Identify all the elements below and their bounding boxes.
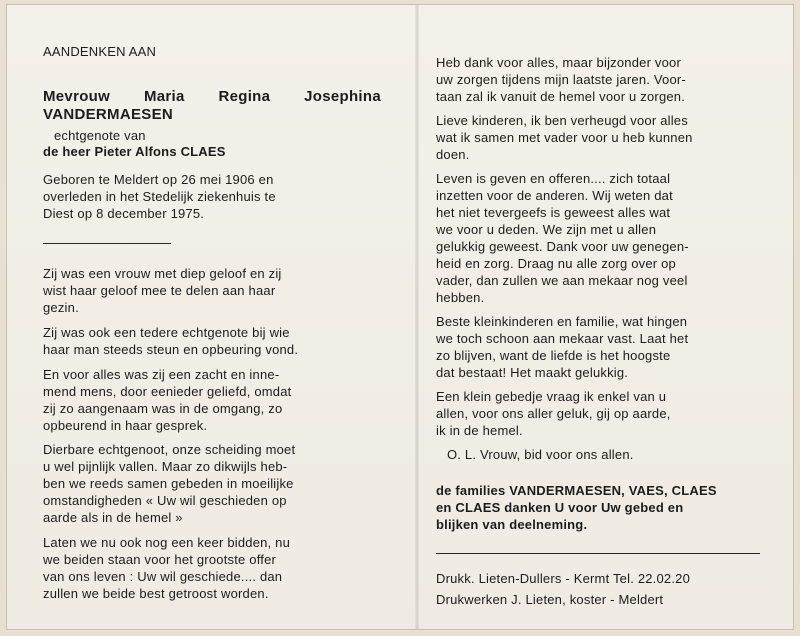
name-line1: Mevrouw Maria Regina Josephina [43,88,381,105]
center-fold [415,5,419,629]
memorial-card [6,4,794,630]
text-line: opbeurend in haar gesprek. [43,418,208,433]
text-line: uw zorgen tijdens mijn laatste jaren. Voor- [436,72,686,87]
text-line: het niet tevergeefs is geweest alles wat [436,205,671,220]
text-line: gelukkig geweest. Dank voor uw genegen- [436,239,689,254]
text-line: Beste kleinkinderen en familie, wat hingen [436,314,688,329]
spouse-intro: echtgenote van [54,128,146,143]
text-line: Dierbare echtgenoot, onze scheiding moet [43,442,296,457]
printer-divider [436,553,760,554]
text-line: van ons leven : Uw wil geschiede.... dan [43,569,283,584]
text-line: wat ik samen met vader voor u heb kunnen [436,130,693,145]
text-line: heid en zorg. Draag nu alle zorg over op [436,256,676,271]
text-line: Laten we nu ook nog een keer bidden, nu [43,535,291,550]
text-line: gezin. [43,300,79,315]
birth-line: overleden in het Stedelijk ziekenhuis te [43,189,276,204]
spouse-name: de heer Pieter Alfons CLAES [43,144,226,159]
text-line: dat bestaat! Het maakt gelukkig. [436,365,629,380]
text-line: we beiden staan voor het grootste offer [43,552,277,567]
birth-line: Geboren te Meldert op 26 mei 1906 en [43,172,274,187]
birth-line: Diest op 8 december 1975. [43,206,205,221]
text-line: doen. [436,147,470,162]
text-line: vader, dan zullen we aan mekaar nog veel [436,273,688,288]
text-line: zo blijven, want de liefde is het hoogste [436,348,671,363]
text-line: ben we reeds samen gebeden in moeilijke [43,476,294,491]
text-line: ik in de hemel. [436,423,523,438]
families-line: de families VANDERMAESEN, VAES, CLAES [436,483,717,498]
text-line: Zij was een vrouw met diep geloof en zij [43,266,282,281]
heading: AANDENKEN AAN [43,44,157,59]
text-line: allen, voor ons aller geluk, gij op aarde, [436,406,671,421]
text-line: Lieve kinderen, ik ben verheugd voor alles [436,113,688,128]
text-line: wist haar geloof mee te delen aan haar [43,283,276,298]
text-line: haar man steeds steun en opbeuring vond. [43,342,299,357]
text-line: Leven is geven en offeren.... zich totaal [436,171,671,186]
printer-line: Drukwerken J. Lieten, koster - Meldert [436,592,664,607]
text-line: taan zal ik vanuit de hemel voor u zorgen. [436,89,686,104]
text-line: zullen we beide best getroost worden. [43,586,269,601]
printer-line: Drukk. Lieten-Dullers - Kermt Tel. 22.02.20 [436,571,691,586]
families-line: en CLAES danken U voor Uw gebed en [436,500,684,515]
text-line: we voor u deden. We zijn met u allen [436,222,657,237]
text-line: we toch schoon aan mekaar vast. Laat het [436,331,689,346]
text-line: omstandigheden « Uw wil geschieden op [43,493,287,508]
divider [43,243,171,244]
text-line: mend mens, door eenieder geliefd, omdat [43,384,292,399]
text-line: u wel pijnlijk vallen. Maar zo dikwijls heb- [43,459,288,474]
text-line: Heb dank voor alles, maar bijzonder voor [436,55,682,70]
text-line: aarde als in de hemel » [43,510,183,525]
text-line: zij zo aangenaam was in de omgang, zo [43,401,283,416]
text-line: O. L. Vrouw, bid voor ons allen. [447,447,634,462]
text-line: hebben. [436,290,485,305]
text-line: En voor alles was zij een zacht en inne- [43,367,280,382]
text-line: inzetten voor de anderen. Wij weten dat [436,188,673,203]
text-line: Zij was ook een tedere echtgenote bij wie [43,325,290,340]
name-line2: VANDERMAESEN [43,106,174,123]
families-line: blijken van deelneming. [436,517,588,532]
text-line: Een klein gebedje vraag ik enkel van u [436,389,667,404]
